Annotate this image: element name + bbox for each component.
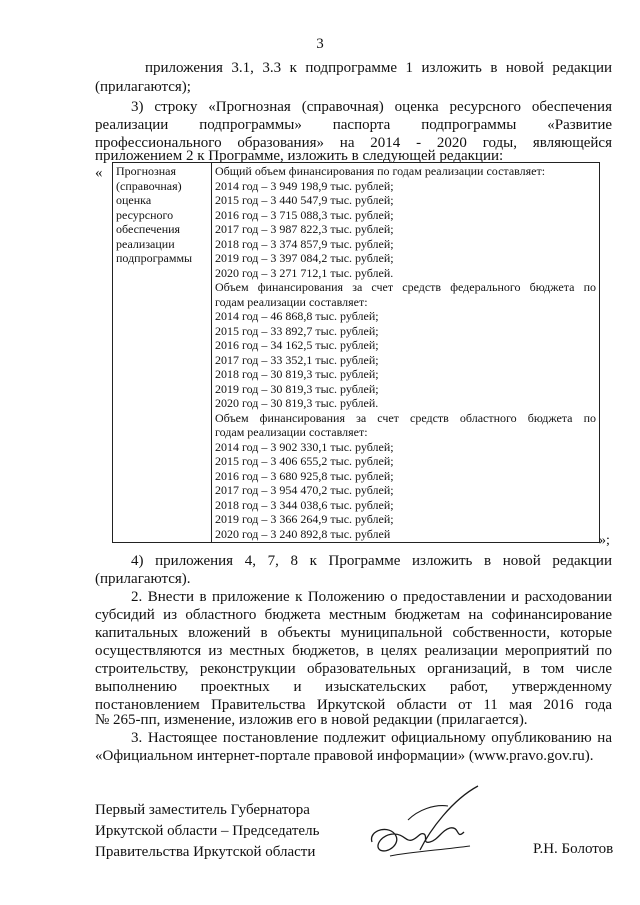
paragraph-5-line-7: постановлением Правительства Иркутской области от 11 мая 2016 года: [95, 697, 612, 713]
content-line: 2016 год – 34 162,5 тыс. рублей;: [215, 338, 379, 352]
content-line: Объем финансирования за счет средств федерального бюджета по: [215, 280, 596, 294]
paragraph-5-line-1: 2. Внести в приложение к Положению о предоставлении и расходовании: [131, 589, 612, 605]
content-line: 2014 год – 3 902 330,1 тыс. рублей;: [215, 439, 394, 454]
paragraph-5-line-3: капитальных вложений в объекты муниципальной собственности, которые: [95, 625, 612, 641]
label-line: оценка: [116, 193, 152, 207]
content-line: 2016 год – 3 715 088,3 тыс. рублей;: [215, 207, 394, 222]
content-line: 2014 год – 46 868,8 тыс. рублей;: [215, 309, 379, 323]
content-line: 2020 год – 30 819,3 тыс. рублей.: [215, 396, 379, 410]
paragraph-5-line-4: осуществляются из местных бюджетов, в целях реализации мероприятий по: [95, 643, 612, 659]
paragraph-5-line-6: выполнению проектных и изыскательских работ, утвержденному: [95, 679, 612, 695]
table-label-cell: [113, 163, 212, 543]
content-line: годам реализации составляет:: [215, 294, 368, 309]
content-line: годам реализации составляет:: [215, 425, 368, 439]
content-line: 2017 год – 3 987 822,3 тыс. рублей;: [215, 222, 394, 236]
label-line: ресурсного: [116, 207, 174, 222]
content-line: 2015 год – 33 892,7 тыс. рублей;: [215, 323, 379, 338]
content-line: 2017 год – 33 352,1 тыс. рублей;: [215, 352, 379, 367]
paragraph-6-line-2: «Официальном интернет-портале правовой информации» (www.pravo.gov.ru).: [95, 748, 594, 764]
paragraph-2-line-2: реализации подпрограммы» паспорта подпрограммы «Развитие: [95, 117, 612, 133]
paragraph-5-line-5: строительству, реконструкции образовательных организаций, в том числе: [95, 661, 612, 677]
label-line: реализации: [116, 236, 175, 251]
opening-quote: «: [95, 165, 103, 181]
paragraph-2-line-4: приложением 2 к Программе, изложить в следующей редакции:: [95, 148, 504, 164]
label-line: обеспечения: [116, 222, 181, 236]
content-line: 2018 год – 3 374 857,9 тыс. рублей;: [215, 236, 394, 251]
handwritten-signature: [360, 780, 490, 870]
content-line: 2016 год – 3 680 925,8 тыс. рублей;: [215, 468, 394, 483]
content-line: 2019 год – 3 366 264,9 тыс. рублей;: [215, 512, 394, 526]
paragraph-1-line-2: (прилагаются);: [95, 79, 191, 95]
paragraph-2-line-3: профессионального образования» на 2014 - 2020 годы, являющейся: [95, 135, 612, 151]
content-line: 2019 год – 30 819,3 тыс. рублей;: [215, 381, 379, 396]
content-line: 2020 год – 3 240 892,8 тыс. рублей: [215, 526, 391, 541]
content-line: 2015 год – 3 440 547,9 тыс. рублей;: [215, 193, 394, 207]
paragraph-4-line-2: (прилагаются).: [95, 571, 191, 587]
content-line: 2015 год – 3 406 655,2 тыс. рублей;: [215, 454, 394, 468]
page-number: 3: [316, 36, 324, 52]
content-line: Общий объем финансирования по годам реализации составляет:: [215, 164, 546, 178]
content-line: 2017 год – 3 954 470,2 тыс. рублей;: [215, 483, 394, 497]
content-line: 2018 год – 30 819,3 тыс. рублей;: [215, 367, 379, 381]
signatory-title-line-3: Правительства Иркутской области: [95, 844, 316, 860]
paragraph-6-line-1: 3. Настоящее постановление подлежит официальному опубликованию на: [131, 730, 612, 746]
signatory-title-line-1: Первый заместитель Губернатора: [95, 802, 310, 818]
signatory-title-line-2: Иркутской области – Председатель: [95, 823, 320, 839]
paragraph-2-line-1: 3) строку «Прогнозная (справочная) оценка ресурсного обеспечения: [131, 99, 612, 115]
content-line: 2020 год – 3 271 712,1 тыс. рублей.: [215, 265, 394, 280]
paragraph-4-line-1: 4) приложения 4, 7, 8 к Программе изложить в новой редакции: [131, 553, 612, 569]
signatory-name: Р.Н. Болотов: [533, 841, 614, 857]
label-line: подпрограммы: [116, 251, 193, 265]
paragraph-1-line-1: приложения 3.1, 3.3 к подпрограмме 1 изложить в новой редакции: [145, 60, 612, 76]
content-line: 2019 год – 3 397 084,2 тыс. рублей;: [215, 251, 394, 265]
table-row: [113, 163, 600, 543]
table-content-cell: [212, 163, 600, 543]
paragraph-5-line-8: № 265-пп, изменение, изложив его в новой редакции (прилагается).: [95, 712, 528, 728]
content-line: Объем финансирования за счет средств областного бюджета по: [215, 410, 596, 425]
label-line: (справочная): [116, 178, 182, 193]
closing-quote: »;: [599, 533, 610, 548]
paragraph-5-line-2: субсидий из областного бюджета местным бюджетам на софинансирование: [95, 607, 612, 623]
signatory-title: [95, 800, 319, 863]
resource-table: [112, 162, 600, 543]
content-line: 2018 год – 3 344 038,6 тыс. рублей;: [215, 497, 394, 512]
label-line: Прогнозная: [116, 164, 177, 178]
content-line: 2014 год – 3 949 198,9 тыс. рублей;: [215, 178, 394, 193]
